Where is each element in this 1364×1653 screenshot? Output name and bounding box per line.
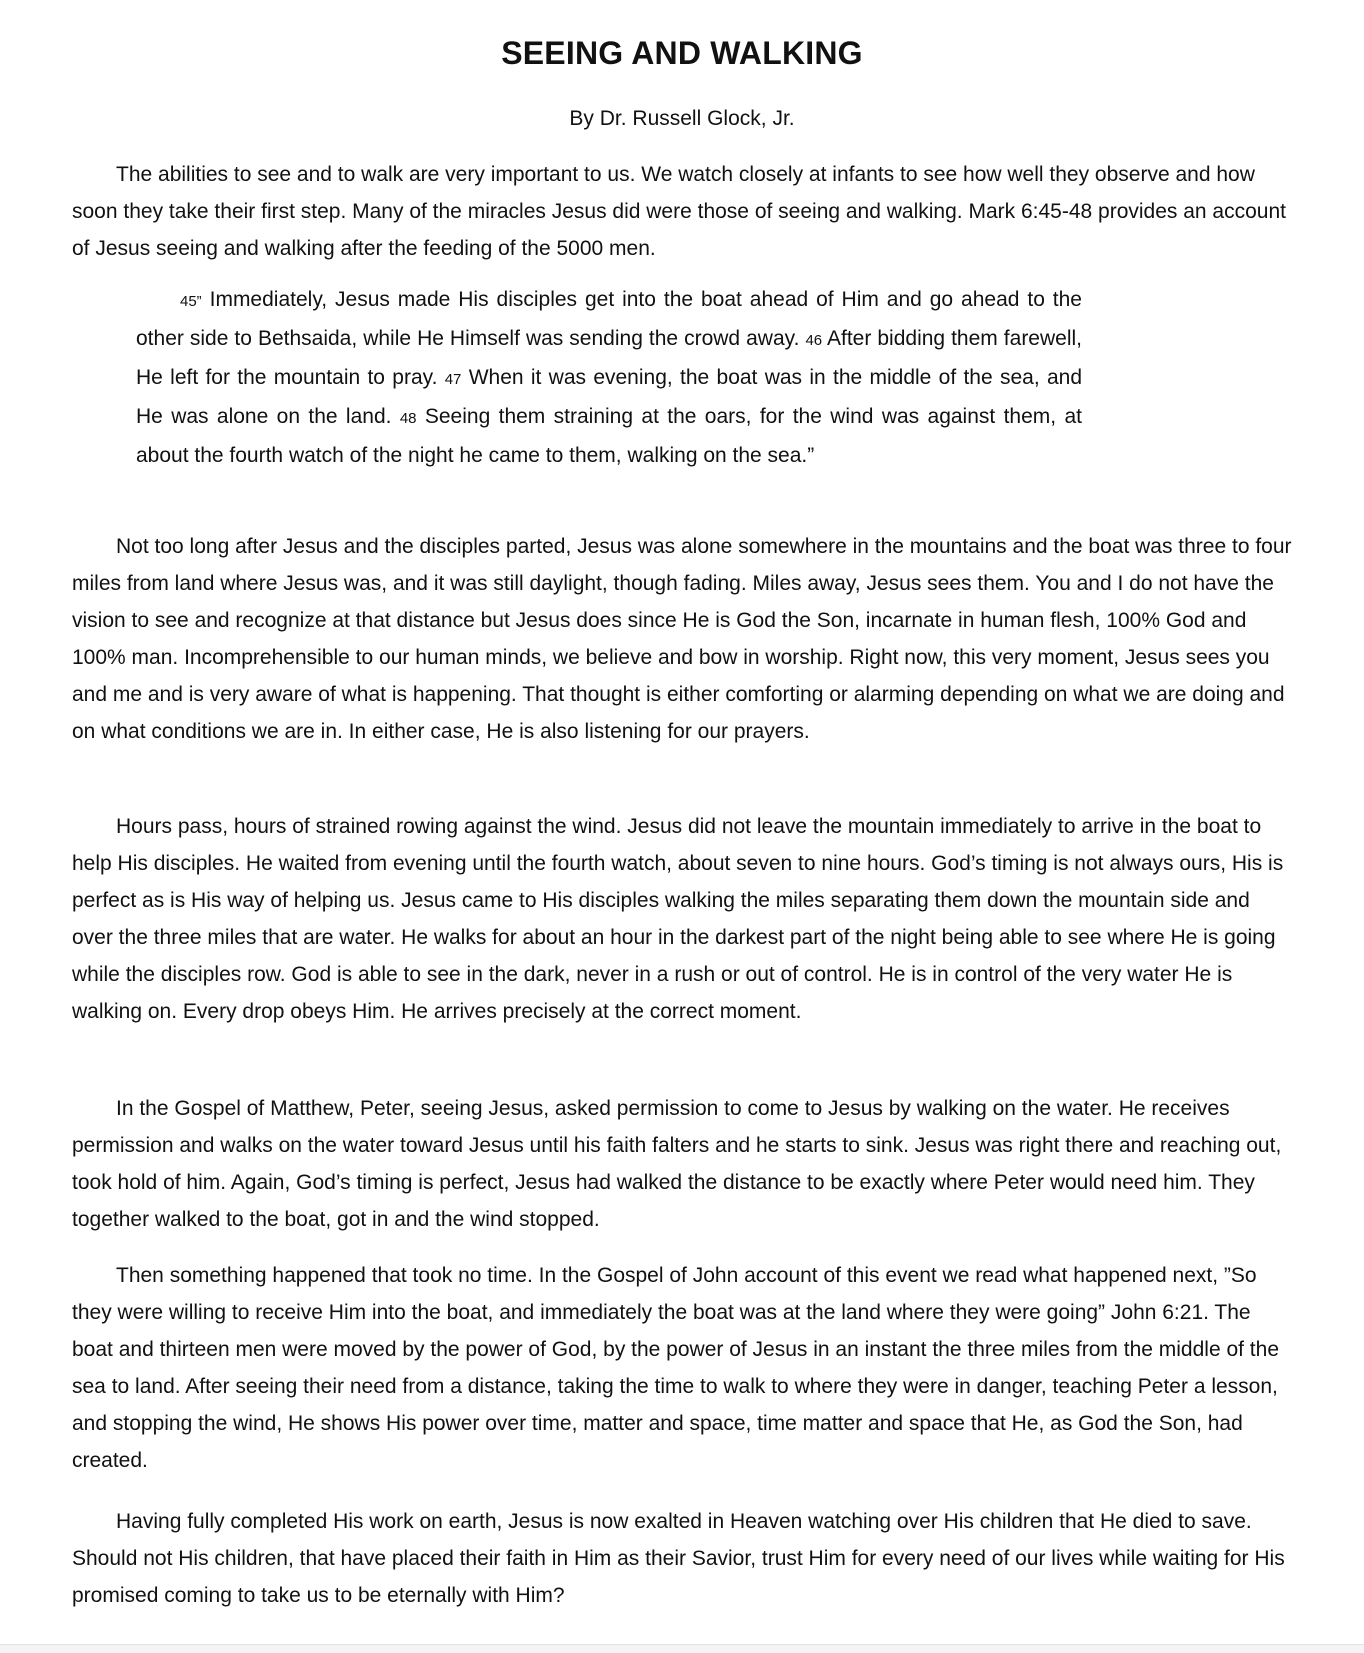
verse-number-48: 48	[399, 410, 417, 427]
body-paragraph-peter: In the Gospel of Matthew, Peter, seeing Jesus, asked permission to come to Jesus by walking on the water. He receives permission and walks on the water toward Jesus until his faith falters and he starts to sink. Jesus was right there and reaching out, took hold of him. Again, God’s timing is perfect, Jesus had walked the distance to be exactly where Peter would need him. They together walked to the boat, got in and the wind stopped.	[72, 1097, 1282, 1231]
author-byline: By Dr. Russell Glock, Jr.	[569, 107, 795, 130]
intro-paragraph: The abilities to see and to walk are very important to us. We watch closely at infants to see how well they observe and how soon they take their first step. Many of the miracles Jesus did were those of seeing and walking. Mark 6:45-48 provides an account of Jesus seeing and walking after the feeding of the 5000 men.	[72, 163, 1286, 260]
document-title: SEEING AND WALKING	[501, 35, 863, 71]
verse-47-text: When it was evening, the boat was in the middle of the sea, and He was alone on the land.	[136, 366, 1082, 428]
verse-number-45: 45”	[180, 293, 202, 310]
verse-number-46: 46	[805, 332, 823, 349]
body-paragraph-conclusion: Having fully completed His work on earth, Jesus is now exalted in Heaven watching over His children that He died to save. Should not His children, that have placed their faith in Him as their Savior, trust Him for every need of our lives while waiting for His promised coming to take us to be eternally with Him?	[72, 1510, 1285, 1607]
verse-48-text: Seeing them straining at the oars, for the wind was against them, at about the fourth watch of the night he came to them, walking on the sea.”	[136, 405, 1082, 467]
body-paragraph-john: Then something happened that took no time. In the Gospel of John account of this event we read what happened next, ”So they were willing to receive Him into the boat, and immediately the boat was at the land where they were going” John 6:21. The boat and thirteen men were moved by the power of God, by the power of Jesus in an instant the three miles from the middle of the sea to land. After seeing their need from a distance, taking the time to walk to where they were in danger, teaching Peter a lesson, and stopping the wind, He shows His power over time, matter and space, time matter and space that He, as God the Son, had created.	[72, 1264, 1279, 1472]
verse-number-47: 47	[444, 371, 462, 388]
body-paragraph-seeing: Not too long after Jesus and the disciples parted, Jesus was alone somewhere in the mountains and the boat was three to four miles from land where Jesus was, and it was still daylight, though fading. Miles away, Jesus sees them. You and I do not have the vision to see and recognize at that distance but Jesus does since He is God the Son, incarnate in human flesh, 100% God and 100% man. Incomprehensible to our human minds, we believe and bow in worship. Right now, this very moment, Jesus sees you and me and is very aware of what is happening. That thought is either comforting or alarming depending on what we are doing and on what conditions we are in. In either case, He is also listening for our prayers.	[72, 535, 1292, 743]
verse-46-text: After bidding them farewell, He left for the mountain to pray.	[136, 327, 1082, 389]
scripture-quote	[136, 281, 1082, 474]
verse-45-text: Immediately, Jesus made His disciples get into the boat ahead of Him and go ahead to the other side to Bethsaida, while He Himself was sending the crowd away.	[136, 288, 1082, 350]
body-paragraph-walking: Hours pass, hours of strained rowing against the wind. Jesus did not leave the mountain immediately to arrive in the boat to help His disciples. He waited from evening until the fourth watch, about seven to nine hours. God’s timing is not always ours, His is perfect as is His way of helping us. Jesus came to His disciples walking the miles separating them down the mountain side and over the three miles that are water. He walks for about an hour in the darkest part of the night being able to see where He is going while the disciples row. God is able to see in the dark, never in a rush or out of control. He is in control of the very water He is walking on. Every drop obeys Him. He arrives precisely at the correct moment.	[72, 815, 1284, 1023]
